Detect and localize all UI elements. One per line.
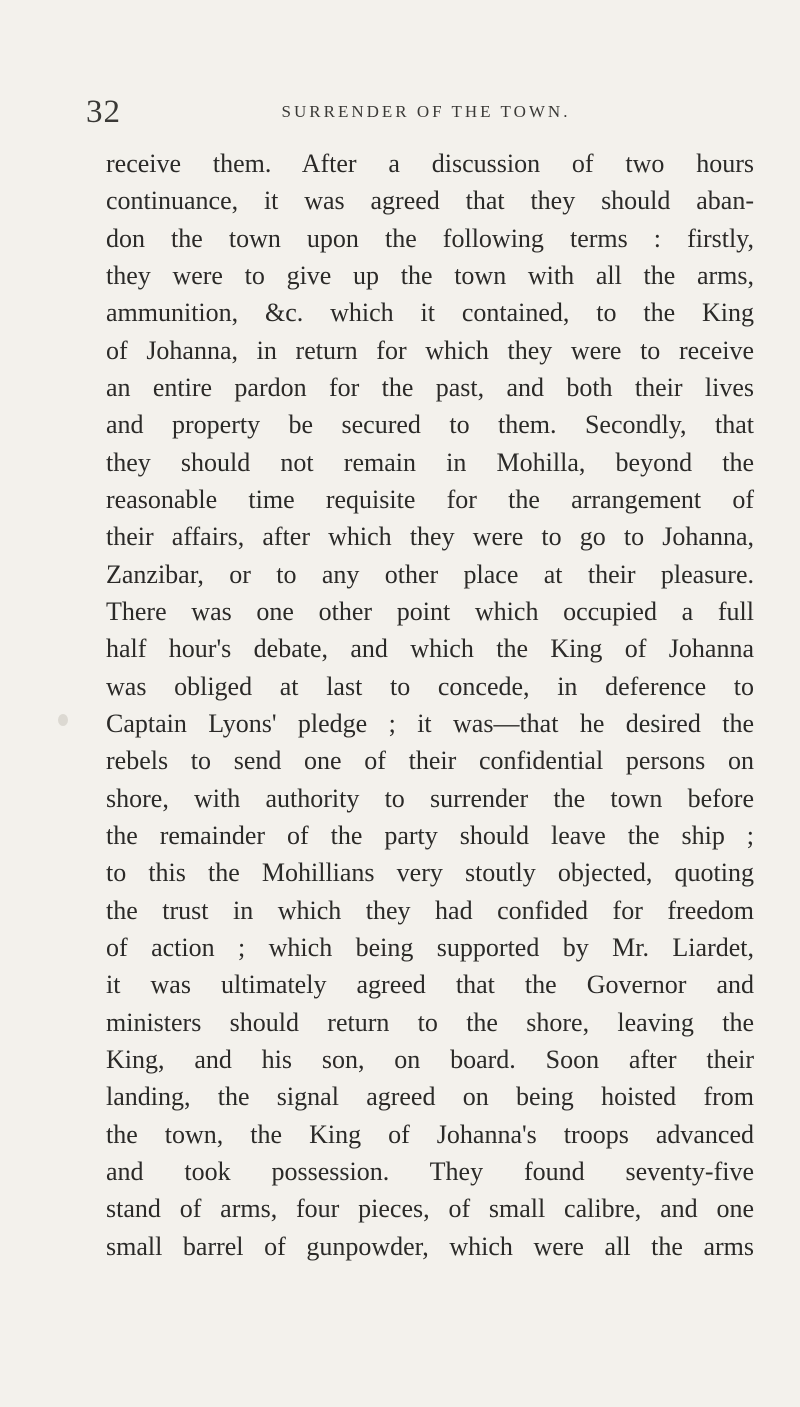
text-line: continuance, it was agreed that they should aban- — [106, 186, 754, 216]
body-text — [106, 145, 754, 1265]
text-line: Captain Lyons' pledge ; it was—that he desired the — [106, 708, 754, 738]
text-line: their affairs, after which they were to go to Johanna, — [106, 522, 754, 552]
text-line: There was one other point which occupied a full — [106, 596, 754, 626]
text-line: the trust in which they had confided for freedom — [106, 895, 754, 925]
text-line: stand of arms, four pieces, of small calibre, and one — [106, 1194, 754, 1224]
text-line: of action ; which being supported by Mr. Liardet, — [106, 932, 754, 962]
text-line: reasonable time requisite for the arrangement of — [106, 484, 754, 514]
text-line: an entire pardon for the past, and both their lives — [106, 372, 754, 402]
paper-speck — [58, 714, 68, 726]
text-line: half hour's debate, and which the King of Johanna — [106, 634, 754, 664]
text-line: to this the Mohillians very stoutly objected, quoting — [106, 858, 754, 888]
text-line: and took possession. They found seventy-five — [106, 1156, 754, 1186]
text-line: it was ultimately agreed that the Governor and — [106, 970, 754, 1000]
text-line: small barrel of gunpowder, which were all the arms — [106, 1231, 754, 1261]
text-line: the town, the King of Johanna's troops advanced — [106, 1119, 754, 1149]
text-line: rebels to send one of their confidential persons on — [106, 746, 754, 776]
text-line: they were to give up the town with all the arms, — [106, 260, 754, 290]
text-line: shore, with authority to surrender the town before — [106, 783, 754, 813]
text-line: ministers should return to the shore, leaving the — [106, 1007, 754, 1037]
text-line: ammunition, &c. which it contained, to the King — [106, 298, 754, 328]
text-line: Zanzibar, or to any other place at their pleasure. — [106, 559, 754, 589]
text-line: of Johanna, in return for which they were to receive — [106, 335, 754, 365]
page-number: 32 — [86, 94, 121, 130]
page-header — [86, 92, 766, 132]
text-line: receive them. After a discussion of two hours — [106, 149, 754, 178]
text-line: King, and his son, on board. Soon after their — [106, 1044, 754, 1074]
text-line: they should not remain in Mohilla, beyond the — [106, 447, 754, 477]
text-line: the remainder of the party should leave the ship ; — [106, 820, 754, 850]
running-head: SURRENDER OF THE TOWN. — [281, 102, 571, 121]
text-line: was obliged at last to concede, in deference to — [106, 671, 754, 701]
text-line: don the town upon the following terms : firstly, — [106, 223, 754, 253]
text-line: landing, the signal agreed on being hoisted from — [106, 1082, 754, 1112]
text-line: and property be secured to them. Secondly, that — [106, 410, 754, 440]
